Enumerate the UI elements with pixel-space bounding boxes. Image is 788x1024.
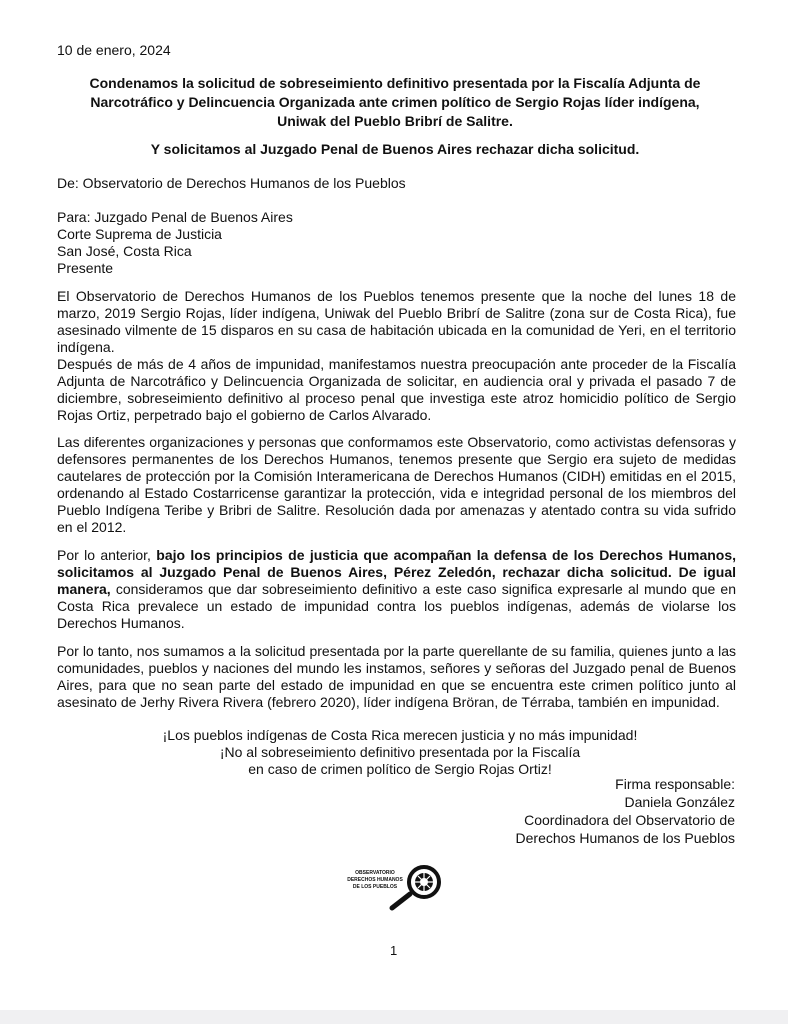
recipient-line: San José, Costa Rica [57,243,192,259]
magnifying-glass-icon [340,862,450,912]
signature-name: Daniela González [624,794,735,810]
recipient-block [57,209,293,277]
document-title: Condenamos la solicitud de sobreseimiento definitivo presentada por la Fiscalía Adjunta de Narcotráfico y Delincuencia Organizada ante crimen político de Sergio Rojas líder indígena, Uniwak del Pueblo Bribrí de Salitre. [89,75,701,129]
viewer-bottom-strip [0,1010,788,1024]
signature-line: Derechos Humanos de los Pueblos [515,830,735,846]
paragraph-2: Después de más de 4 años de impunidad, manifestamos nuestra preocupación ante proceder de la Fiscalía Adjunta de Narcotráfico y Delincuencia Organizada de solicitar, en audiencia oral y privada el pasado 7 de diciembre, sobreseimiento definitivo al proceso penal que investiga este atroz homicidio político de Sergio Rojas Ortiz, perpetrado bajo el gobierno de Carlos Alvarado. [57,356,736,423]
paragraph-3: Las diferentes organizaciones y personas que conformamos este Observatorio, como activistas defensoras y defensores permanentes de los Derechos Humanos, tenemos presente que Sergio era sujeto de medidas cautelares de protección por la Comisión Interamericana de Derechos Humanos (CIDH) emitidas en el 2015, ordenando al Estado Costarricense garantizar la protección, vida e integridad personal de los miembros del Pueblo Indígena Teribe y Bribri de Salitre. Resolución dada por amenazas y atentado contra su vida sufrido en el 2012. [57,434,736,535]
page-number: 1 [390,943,398,958]
logo-text-line: OBSERVATORIO [355,870,395,876]
paragraph-4-start: Por lo anterior, [57,547,157,563]
logo-text-line: DERECHOS HUMANOS [347,877,403,883]
recipient-line: Presente [57,260,114,276]
closing-statement [120,727,680,778]
signature-block [516,775,735,847]
paragraph-1: El Observatorio de Derechos Humanos de los Pueblos tenemos presente que la noche del lunes 18 de marzo, 2019 Sergio Rojas, líder indígena, Uniwak del Pueblo Bribrí de Salitre (zona sur de Costa Rica), fue asesinado vilmente de 15 disparos en su casa de habitación ubicada en la comunidad de Yeri, en el territorio indígena. [57,288,736,355]
document-subtitle: Y solicitamos al Juzgado Penal de Buenos Aires rechazar dicha solicitud. [150,141,640,157]
paragraph-4 [57,547,736,632]
closing-line: en caso de crimen político de Sergio Rojas Ortiz! [248,761,552,777]
closing-line: ¡Los pueblos indígenas de Costa Rica merecen justicia y no más impunidad! [162,727,638,743]
recipient-line: Corte Suprema de Justicia [57,226,222,242]
closing-line: ¡No al sobreseimiento definitivo presentada por la Fiscalía [219,744,581,760]
recipient-line: Para: Juzgado Penal de Buenos Aires [57,209,293,225]
sender-line: De: Observatorio de Derechos Humanos de los Pueblos [57,175,406,191]
paragraph-4-bold: bajo los principios de justicia que acompañan la defensa de los Derechos Humanos, solicitamos al Juzgado Penal de Buenos Aires, Pérez Zeledón, rechazar dicha solicitud. De igual manera, [57,547,737,597]
paragraph-5: Por lo tanto, nos sumamos a la solicitud presentada por la parte querellante de su familia, quienes junto a las comunidades, pueblos y naciones del mundo les instamos, señores y señoras del Juzgado penal de Buenos Aires, para que no sean parte del estado de impunidad en que se encuentra este crimen político junto al asesinato de Jerhy Rivera Rivera (febrero 2020), líder indígena Bröran, de Térraba, también en impunidad. [57,643,736,710]
signature-line: Firma responsable: [615,776,735,792]
paragraph-4-end: consideramos que dar sobreseimiento definitivo a este caso significa expresarle al mundo que en Costa Rica prevalece un estado de impunidad contra los pueblos indígenas, además de violarse los Derechos Humanos. [57,581,736,631]
signature-line: Coordinadora del Observatorio de [524,812,735,828]
document-date: 10 de enero, 2024 [57,42,171,58]
logo-text-line: DE LOS PUEBLOS [352,884,398,890]
observatory-logo [340,862,450,912]
